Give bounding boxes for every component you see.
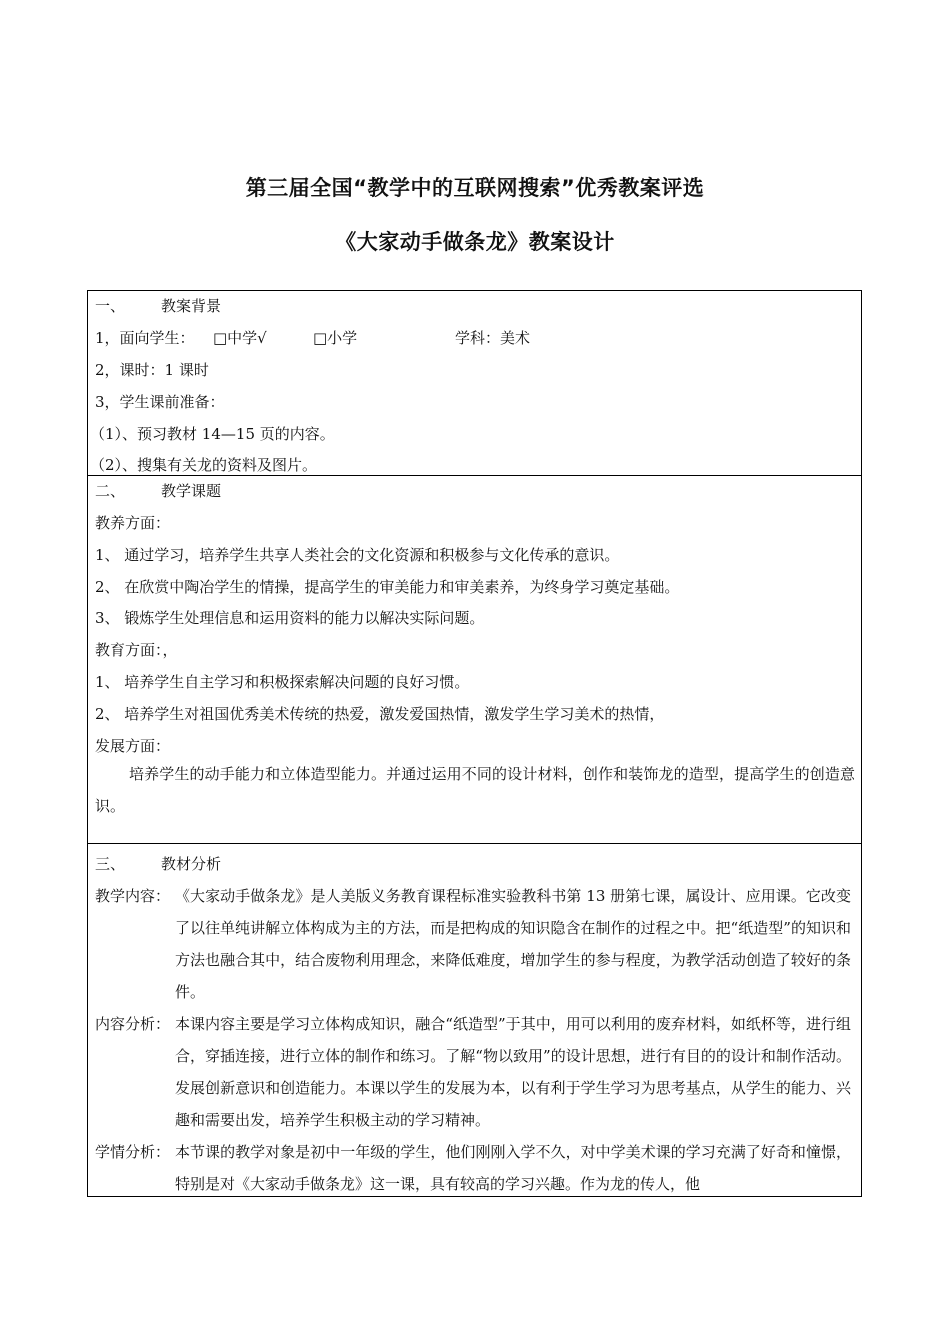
document-title: 第三届全国“教学中的互联网搜索”优秀教案评选: [245, 176, 705, 200]
cultivation-item-1: 1、 通过学习，培养学生共享人类社会的文化资源和积极参与文化传承的意识。: [95, 546, 620, 564]
section-heading-background: 一、 教案背景: [95, 297, 222, 315]
class-hours-line: 2，课时：1 课时: [95, 361, 209, 379]
prep-item-2: （2）、搜集有关龙的资料及图片。: [90, 456, 318, 474]
content-analysis-text: 本课内容主要是学习立体构成知识，融合“纸造型”于其中，用可以利用的废弃材料，如纸杯等，进行组合，穿插连接，进行立体的制作和练习。了解“物以致用”的设计思想，进行有目的的设计和制作活动。发展创新意识和创造能力。本课以学生的发展为本，以有利于学生学习为思考基点，从学生的能力、兴趣和需要出发，培养学生积极主动的学习精神。: [175, 1015, 851, 1129]
education-label: 教育方面：，: [95, 641, 178, 659]
document-subtitle: 《大家动手做条龙》教案设计: [335, 230, 615, 254]
cultivation-item-2: 2、 在欣赏中陶冶学生的情操，提高学生的审美能力和审美素养，为终身学习奠定基础。: [95, 578, 680, 596]
education-item-2: 2、 培养学生对祖国优秀美术传统的热爱，激发爱国热情，激发学生学习美术的热情，: [95, 705, 665, 723]
lesson-plan-table: [87, 290, 862, 1197]
prep-heading: 3，学生课前准备：: [95, 393, 225, 411]
subject-label: 学科：美术: [455, 329, 531, 347]
student-analysis-text: 本节课的教学对象是初中一年级的学生，他们刚刚入学不久，对中学美术课的学习充满了好奇和憧憬，特别是对《大家动手做条龙》这一课，具有较高的学习兴趣。作为龙的传人，他: [175, 1143, 851, 1193]
target-students-line: 1，面向学生： □中学√ □小学 学科：美术: [95, 329, 531, 347]
prep-item-1: （1）、预习教材 14—15 页的内容。: [90, 425, 335, 443]
education-item-1: 1、 培养学生自主学习和积极探索解决问题的良好习惯。: [95, 673, 470, 691]
section-topic: [88, 476, 861, 844]
cultivation-item-3: 3、 锻炼学生处理信息和运用资料的能力以解决实际问题。: [95, 609, 485, 627]
teaching-content-text: 《大家动手做条龙》是人美版义务教育课程标准实验教科书第 13 册第七课，属设计、应用课。它改变了以往单纯讲解立体构成为主的方法，而是把构成的知识隐含在制作的过程之中。把“纸造型”的知识和方法也融合其中，结合废物利用理念，来降低难度，增加学生的参与程度，为教学活动创造了较好的条件。: [175, 887, 851, 1001]
student-analysis-label: 学情分析：: [95, 1143, 171, 1161]
development-label: 发展方面：: [95, 737, 171, 755]
section-heading-topic: 二、 教学课题: [95, 482, 222, 500]
section-material-analysis: [88, 844, 861, 1198]
checkbox-primary-school: □小学: [313, 329, 358, 347]
teaching-content-label: 教学内容：: [95, 887, 171, 905]
checkbox-middle-school: □中学√: [213, 329, 267, 347]
section-background: [88, 291, 861, 476]
section-heading-material: 三、 教材分析: [95, 855, 222, 873]
cultivation-label: 教养方面：: [95, 514, 171, 532]
development-text: 培养学生的动手能力和立体造型能力。并通过运用不同的设计材料，创作和装饰龙的造型，提高学生的创造意识。: [95, 765, 855, 815]
content-analysis-label: 内容分析：: [95, 1015, 171, 1033]
